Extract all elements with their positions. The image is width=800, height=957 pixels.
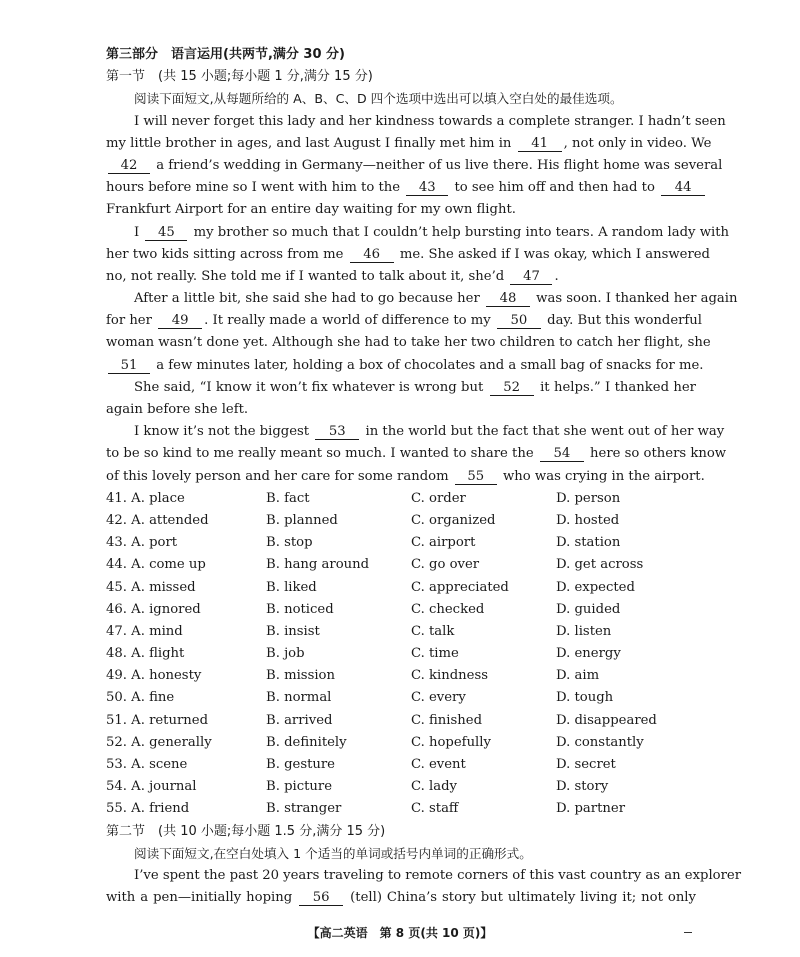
option-cell: 41. A. place bbox=[106, 490, 185, 506]
option-cell: B. job bbox=[266, 646, 305, 662]
option-cell: 50. A. fine bbox=[106, 690, 175, 706]
option-cell: D. tough bbox=[556, 690, 614, 706]
option-cell: C. organized bbox=[411, 512, 496, 528]
passage-line: for her 49 . It really made a world of difference to my 50 day. But this wonderful bbox=[106, 313, 703, 329]
option-cell: D. disappeared bbox=[556, 712, 657, 728]
blank-41: 41 bbox=[518, 136, 562, 152]
option-cell: 47. A. mind bbox=[106, 623, 183, 639]
option-cell: C. every bbox=[411, 690, 466, 706]
passage-line: hours before mine so I went with him to the 43 to see him off and then had to 44 bbox=[106, 177, 696, 199]
blank-46: 46 bbox=[350, 247, 394, 263]
option-cell: D. listen bbox=[556, 623, 612, 639]
passage-line: I know it’s not the biggest 53 in the world but the fact that she went out of her way bbox=[134, 424, 725, 440]
option-cell: 52. A. generally bbox=[106, 734, 212, 750]
passage-line: no, not really. She told me if I wanted to talk about it, she’d 47 . bbox=[106, 268, 559, 284]
section-1-title: 第一节 (共 15 小题;每小题 1 分,满分 15 分) bbox=[106, 69, 373, 85]
section-2-title: 第二节 (共 10 小题;每小题 1.5 分,满分 15 分) bbox=[106, 823, 386, 839]
passage-line: I will never forget this lady and her kindness towards a complete stranger. I hadn’t seen bbox=[134, 113, 726, 129]
blank-43: 43 bbox=[406, 180, 448, 196]
blank-52: 52 bbox=[490, 380, 534, 396]
blank-50: 50 bbox=[497, 313, 541, 329]
option-cell: D. expected bbox=[556, 579, 635, 595]
blank-53: 53 bbox=[315, 424, 359, 440]
passage-line: her two kids sitting across from me 46 me. She asked if I was okay, which I answered bbox=[106, 246, 711, 262]
option-cell: D. get across bbox=[556, 557, 644, 573]
option-cell: C. order bbox=[411, 490, 466, 506]
option-cell: D. guided bbox=[556, 601, 621, 617]
section-1-instruction: 阅读下面短文,从每题所给的 A、B、C、D 四个选项中选出可以填入空白处的最佳选项。 bbox=[134, 91, 623, 107]
passage-2-line: with a pen—initially hoping 56 (tell) China’s story but ultimately living it; not only bbox=[106, 890, 696, 906]
option-cell: B. arrived bbox=[266, 712, 333, 728]
option-cell: B. normal bbox=[266, 690, 332, 706]
blank-47: 47 bbox=[510, 269, 552, 285]
passage-line: woman wasn’t done yet. Although she had to take her two children to catch her flight, she bbox=[106, 335, 711, 351]
option-cell: 51. A. returned bbox=[106, 712, 209, 728]
passage-line: 42 a friend’s wedding in Germany—neither of us live there. His flight home was several bbox=[106, 155, 696, 177]
passage-line: I 45 my brother so much that I couldn’t help bursting into tears. A random lady with bbox=[134, 224, 730, 240]
blank-48: 48 bbox=[486, 291, 530, 307]
part-title: 第三部分 语言运用(共两节,满分 30 分) bbox=[106, 47, 345, 62]
option-cell: 44. A. come up bbox=[106, 557, 206, 573]
option-cell: D. partner bbox=[556, 801, 625, 817]
passage-line: my little brother in ages, and last August I finally met him in 41 , not only in video. We bbox=[106, 135, 712, 151]
option-cell: C. time bbox=[411, 646, 459, 662]
option-cell: B. fact bbox=[266, 490, 310, 506]
passage-2-line: I’ve spent the past 20 years traveling to remote corners of this vast country as an explorer bbox=[134, 867, 742, 883]
passage-line: again before she left. bbox=[106, 402, 249, 417]
option-cell: D. aim bbox=[556, 668, 600, 684]
option-cell: B. insist bbox=[266, 623, 320, 639]
option-cell: C. talk bbox=[411, 623, 455, 639]
option-cell: B. gesture bbox=[266, 757, 335, 772]
blank-51: 51 bbox=[108, 358, 150, 374]
option-cell: C. hopefully bbox=[411, 734, 491, 750]
corner-mark bbox=[684, 932, 692, 933]
option-cell: 48. A. flight bbox=[106, 646, 185, 662]
option-cell: D. constantly bbox=[556, 734, 644, 750]
option-cell: C. finished bbox=[411, 712, 483, 728]
passage-line: to be so kind to me really meant so much. I wanted to share the 54 here so others know bbox=[106, 446, 727, 462]
options-table bbox=[106, 488, 696, 821]
option-cell: 46. A. ignored bbox=[106, 601, 201, 617]
option-cell: C. lady bbox=[411, 779, 457, 795]
option-cell: C. kindness bbox=[411, 668, 488, 684]
option-cell: 54. A. journal bbox=[106, 779, 197, 795]
option-cell: D. person bbox=[556, 490, 621, 506]
option-cell: D. secret bbox=[556, 757, 616, 772]
option-cell: D. story bbox=[556, 779, 609, 795]
passage-line: of this lovely person and her care for some random 55 who was crying in the airport. bbox=[106, 468, 705, 484]
option-cell: B. hang around bbox=[266, 557, 370, 573]
page-footer: 【高二英语 第 8 页(共 10 页)】 bbox=[307, 926, 493, 940]
option-cell: B. stop bbox=[266, 535, 313, 551]
option-cell: C. airport bbox=[411, 535, 476, 551]
option-cell: C. staff bbox=[411, 801, 459, 817]
passage-line: 51 a few minutes later, holding a box of chocolates and a small bag of snacks for me. bbox=[106, 355, 696, 377]
option-cell: 43. A. port bbox=[106, 535, 178, 551]
option-cell: 49. A. honesty bbox=[106, 668, 202, 684]
passage-line: After a little bit, she said she had to go because her 48 was soon. I thanked her again bbox=[134, 291, 738, 307]
blank-56: 56 bbox=[299, 890, 343, 906]
blank-45: 45 bbox=[145, 225, 187, 241]
blank-44: 44 bbox=[661, 180, 705, 196]
option-cell: 53. A. scene bbox=[106, 757, 188, 772]
option-cell: D. station bbox=[556, 535, 621, 551]
option-cell: B. noticed bbox=[266, 601, 334, 617]
section-2-instruction: 阅读下面短文,在空白处填入 1 个适当的单词或括号内单词的正确形式。 bbox=[134, 845, 532, 861]
passage-line: She said, “I know it won’t fix whatever is wrong but 52 it helps.” I thanked her bbox=[134, 379, 696, 395]
option-cell: D. hosted bbox=[556, 512, 620, 528]
option-cell: 42. A. attended bbox=[106, 512, 209, 528]
option-cell: 45. A. missed bbox=[106, 579, 196, 595]
option-cell: B. liked bbox=[266, 579, 317, 595]
option-cell: B. picture bbox=[266, 779, 333, 795]
blank-42: 42 bbox=[108, 158, 150, 174]
option-cell: D. energy bbox=[556, 646, 621, 662]
option-cell: C. checked bbox=[411, 601, 485, 617]
exam-page bbox=[106, 44, 742, 909]
option-cell: C. go over bbox=[411, 557, 480, 573]
option-cell: C. event bbox=[411, 757, 466, 772]
option-cell: 55. A. friend bbox=[106, 801, 190, 817]
blank-55: 55 bbox=[455, 469, 497, 485]
option-cell: C. appreciated bbox=[411, 579, 509, 595]
passage-line: Frankfurt Airport for an entire day waiting for my own flight. bbox=[106, 202, 516, 218]
option-cell: B. definitely bbox=[266, 734, 347, 750]
blank-54: 54 bbox=[540, 446, 584, 462]
option-cell: B. mission bbox=[266, 668, 335, 684]
option-cell: B. stranger bbox=[266, 801, 342, 817]
blank-49: 49 bbox=[158, 313, 202, 329]
option-cell: B. planned bbox=[266, 512, 338, 528]
